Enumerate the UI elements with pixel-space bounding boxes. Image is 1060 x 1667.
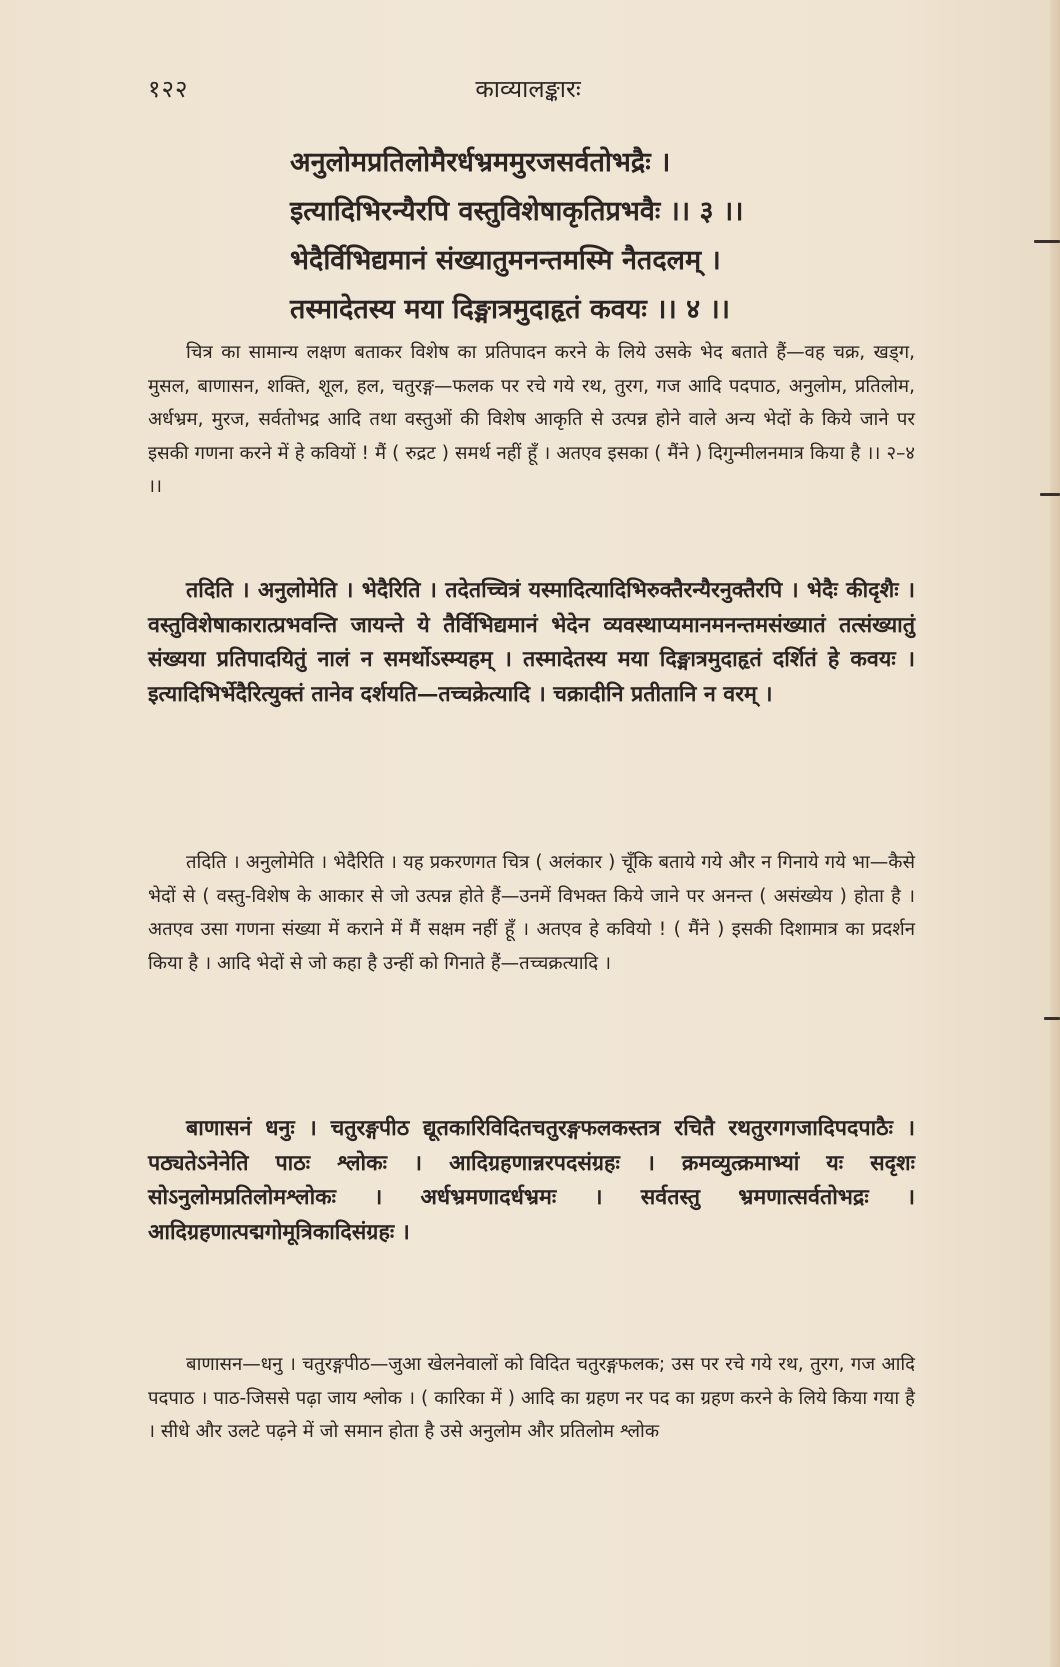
- page-edge-mark: [1040, 493, 1060, 496]
- verse-line: तस्मादेतस्य मया दिङ्मात्रमुदाहृतं कवयः ।। ४ ।।: [290, 294, 730, 325]
- page-edge: [1050, 0, 1060, 1667]
- verse-line: अनुलोमप्रतिलोमैरर्धभ्रममुरजसर्वतोभद्रैः ।: [290, 147, 671, 178]
- hindi-commentary-paragraph: बाणासन—धनु । चतुरङ्गपीठ—जुआ खेलनेवालों को विदित चतुरङ्गफलक; उस पर रचे गये रथ, तुरग, गज आदि पदपाठ । पाठ-जिससे पढ़ा जाय श्लोक । ( कारिका में ) आदि का ग्रहण नर पद का ग्रहण करने के लिये किया गया है । सीधे और उलटे पढ़ने में जो समान होता है उसे अनुलोम और प्रतिलोम श्लोक: [148, 1354, 915, 1442]
- hindi-commentary-paragraph: तदिति । अनुलोमेति । भेदैरिति । यह प्रकरणगत चित्र ( अलंकार ) चूँकि बताये गये और न गिनाये गये भा—कैसे भेदों से ( वस्तु-विशेष के आकार से जो उत्पन्न होते हैं—उनमें विभक्त किये जाने पर अनन्त ( असंख्येय ) होता है । अतएव उसा गणना संख्या में कराने में मैं सक्षम नहीं हूँ । अतएव हे कवियो ! ( मैंने ) इसकी दिशामात्र का प्रदर्शन किया है । आदि भेदों से जो कहा है उन्हीं को गिनाते हैं—तच्चक्रत्यादि ।: [148, 852, 915, 974]
- page-header: [148, 72, 908, 112]
- hindi-translation-paragraph: चित्र का सामान्य लक्षण बताकर विशेष का प्रतिपादन करने के लिये उसके भेद बताते हैं—वह चक्र, खड्ग, मुसल, बाणासन, शक्ति, शूल, हल, चतुरङ्ग—फलक पर रचे गये रथ, तुरग, गज आदि पदपाठ, अनुलोम, प्रतिलोम, अर्धभ्रम, मुरज, सर्वतोभद्र आदि तथा वस्तुओं की विशेष आकृति से उत्पन्न होने वाले अन्य भेदों के किये जाने पर इसकी गणना करने में हे कवियों ! मैं ( रुद्रट ) समर्थ नहीं हूँ । अतएव इसका ( मैंने ) दिगुन्मीलनमात्र किया है ।। २–४ ।।: [148, 342, 915, 497]
- page-edge-mark: [1044, 1017, 1060, 1020]
- verse-block: [290, 138, 960, 334]
- running-title: काव्यालङ्कारः: [475, 75, 581, 103]
- sanskrit-commentary-paragraph: तदिति । अनुलोमेति । भेदैरिति । तदेतच्चित्रं यस्मादित्यादिभिरुक्तैरन्यैरनुक्तैरपि । भेदैः कीदृशैः । वस्तुविशेषाकारात्प्रभवन्ति जायन्ते ये तैर्विभिद्यमानं भेदेन व्यवस्थाप्यमानमनन्तमसंख्यातं तत्संख्यातुं संख्यया प्रतिपादयितुं नालं न समर्थोऽस्म्यहम् । तस्मादेतस्य मया दिङ्मात्रमुदाहृतं दर्शितं हे कवयः । इत्यादिभिर्भेदैरित्युक्तं तानेव दर्शयति—तच्चक्रेत्यादि । चक्रादीनि प्रतीतानि न वरम् ।: [148, 578, 915, 707]
- sanskrit-commentary-paragraph: बाणासनं धनुः । चतुरङ्गपीठ द्यूतकारिविदितचतुरङ्गफलकस्तत्र रचितै रथतुरगगजादिपदपाठैः । पठ्यतेऽनेनेति पाठः श्लोकः । आदिग्रहणान्नरपदसंग्रहः । क्रमव्युत्क्रमाभ्यां यः सदृशः सोऽनुलोमप्रतिलोमश्लोकः । अर्धभ्रमणादर्धभ्रमः । सर्वतस्तु भ्रमणात्सर्वतोभद्रः । आदिग्रहणात्पद्मगोमूत्रिकादिसंग्रहः ।: [148, 1116, 915, 1245]
- page-edge-mark: [1034, 240, 1060, 243]
- page-number: १२२: [148, 75, 189, 103]
- verse-line: इत्यादिभिरन्यैरपि वस्तुविशेषाकृतिप्रभवैः ।। ३ ।।: [290, 196, 744, 227]
- verse-line: भेदैर्विभिद्यमानं संख्यातुमनन्तमस्मि नैतदलम् ।: [290, 245, 721, 276]
